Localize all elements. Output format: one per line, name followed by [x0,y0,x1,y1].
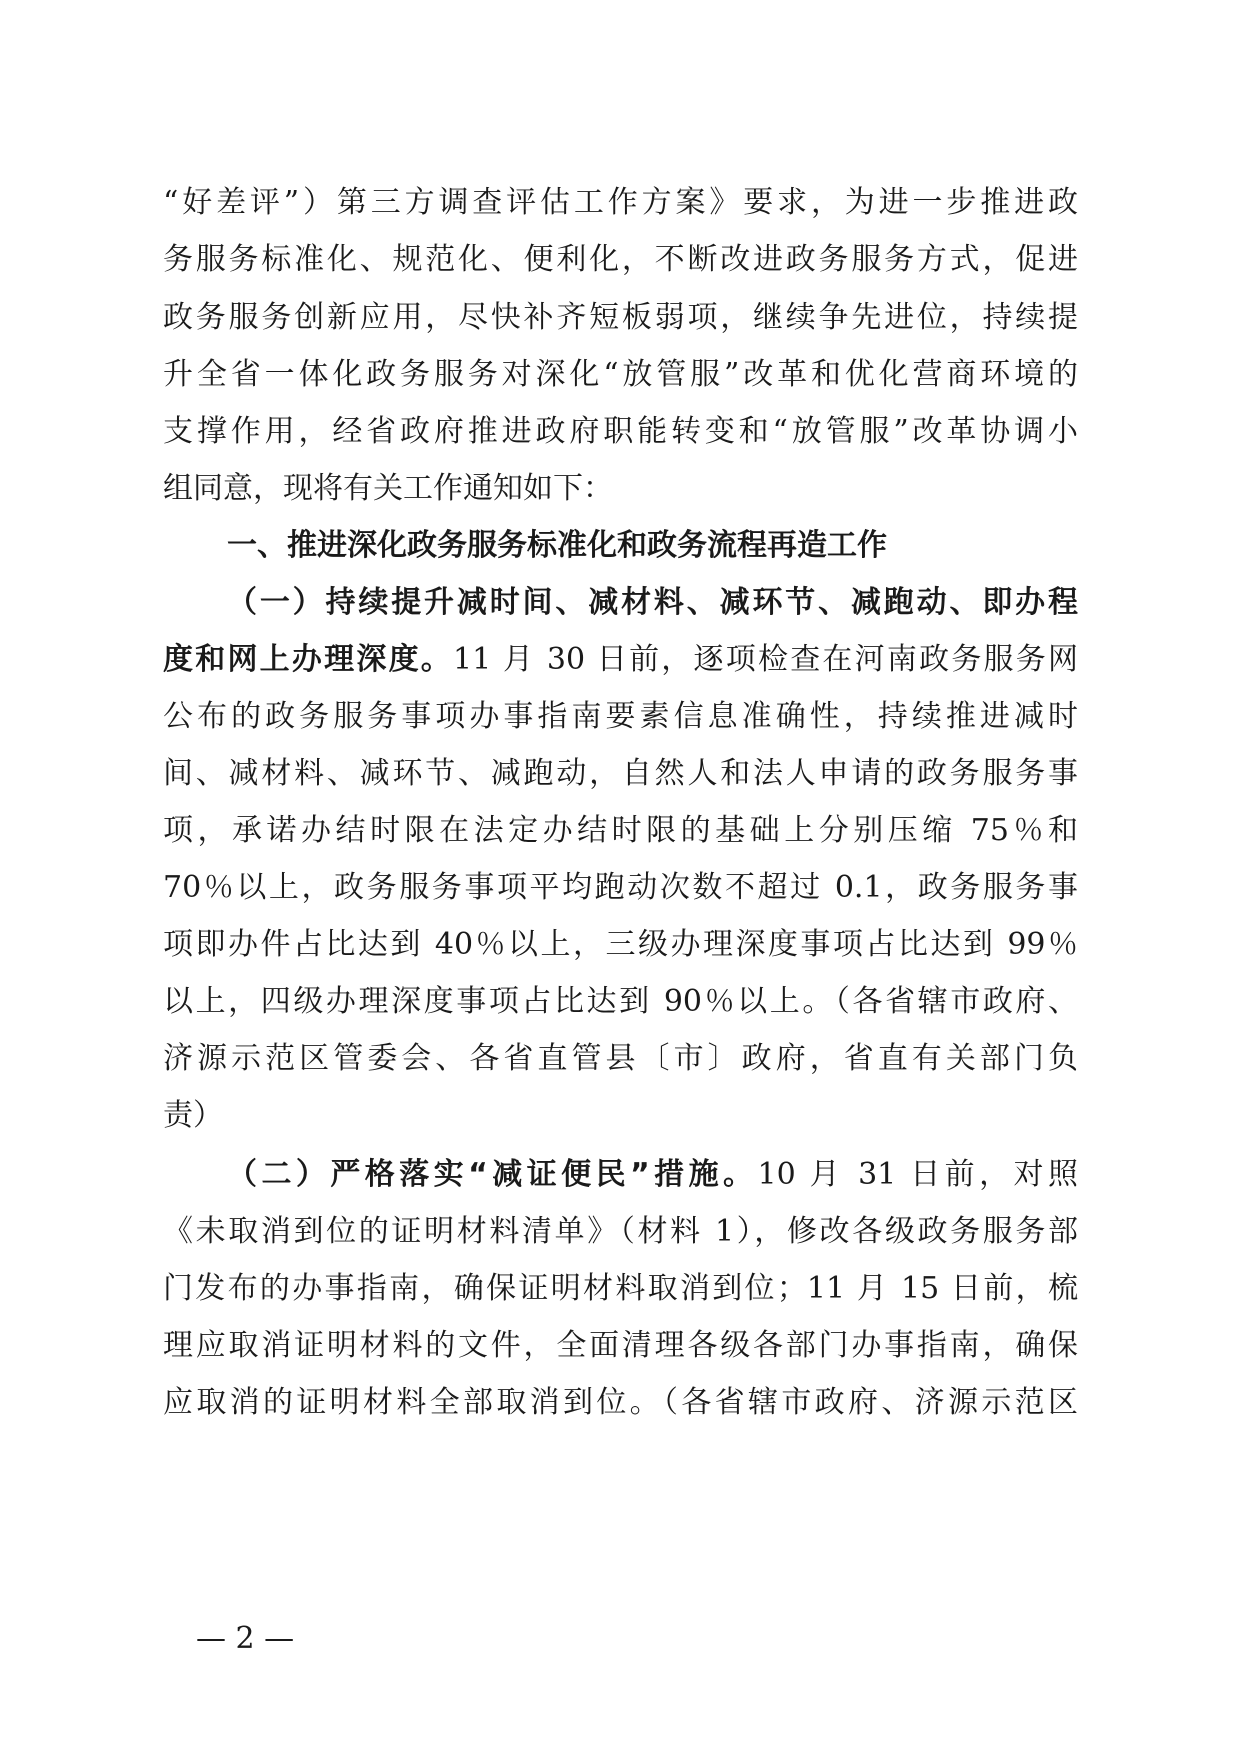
paragraph-text: 11 月 30 日前，逐项检查在河南政务服务网 [453,642,1078,677]
paragraph-line [163,640,1078,680]
paragraph-line: 以上，四级办理深度事项占比达到 90％以上。（各省辖市政府、 [163,984,1078,1019]
paragraph-line: 组同意，现将有关工作通知如下： [163,471,613,506]
paragraph-line: 务服务标准化、规范化、便利化，不断改进政务服务方式，促进 [163,242,1078,277]
item-heading: （一）持续提升减时间、减材料、减环节、减跑动、即办程 [227,585,1078,620]
paragraph-line: 70％以上，政务服务事项平均跑动次数不超过 0.1，政务服务事 [163,870,1078,905]
paragraph-line: 项即办件占比达到 40％以上，三级办理深度事项占比达到 99％ [163,927,1078,962]
paragraph-line: 公布的政务服务事项办事指南要素信息准确性，持续推进减时 [163,699,1078,734]
section-heading: 一、推进深化政务服务标准化和政务流程再造工作 [227,528,887,563]
paragraph-line: 门发布的办事指南，确保证明材料取消到位；11 月 15 日前，梳 [163,1271,1078,1306]
paragraph-line [227,1155,1078,1195]
page-number: — 2 — [196,1621,295,1656]
paragraph-line: 升全省一体化政务服务对深化“放管服”改革和优化营商环境的 [163,357,1078,392]
paragraph-line: 济源示范区管委会、各省直管县〔市〕政府，省直有关部门负 [163,1041,1078,1076]
item-heading: （二）严格落实“减证便民”措施。 [227,1157,758,1192]
paragraph-line: 政务服务创新应用，尽快补齐短板弱项，继续争先进位，持续提 [163,300,1078,335]
paragraph-line: 理应取消证明材料的文件，全面清理各级各部门办事指南，确保 [163,1328,1078,1363]
paragraph-line: 支撑作用，经省政府推进政府职能转变和“放管服”改革协调小 [163,414,1078,449]
paragraph-line: “好差评”）第三方调查评估工作方案》要求，为进一步推进政 [163,185,1078,220]
paragraph-line: 项，承诺办结时限在法定办结时限的基础上分别压缩 75％和 [163,813,1078,848]
paragraph-line: 责） [163,1098,223,1133]
paragraph-line: 应取消的证明材料全部取消到位。（各省辖市政府、济源示范区 [163,1385,1078,1420]
paragraph-text: 10 月 31 日前，对照 [757,1157,1078,1192]
paragraph-line: 间、减材料、减环节、减跑动，自然人和法人申请的政务服务事 [163,756,1078,791]
paragraph-line: 《未取消到位的证明材料清单》（材料 1），修改各级政务服务部 [163,1214,1078,1249]
item-heading-continuation: 度和网上办理深度。 [163,642,454,677]
